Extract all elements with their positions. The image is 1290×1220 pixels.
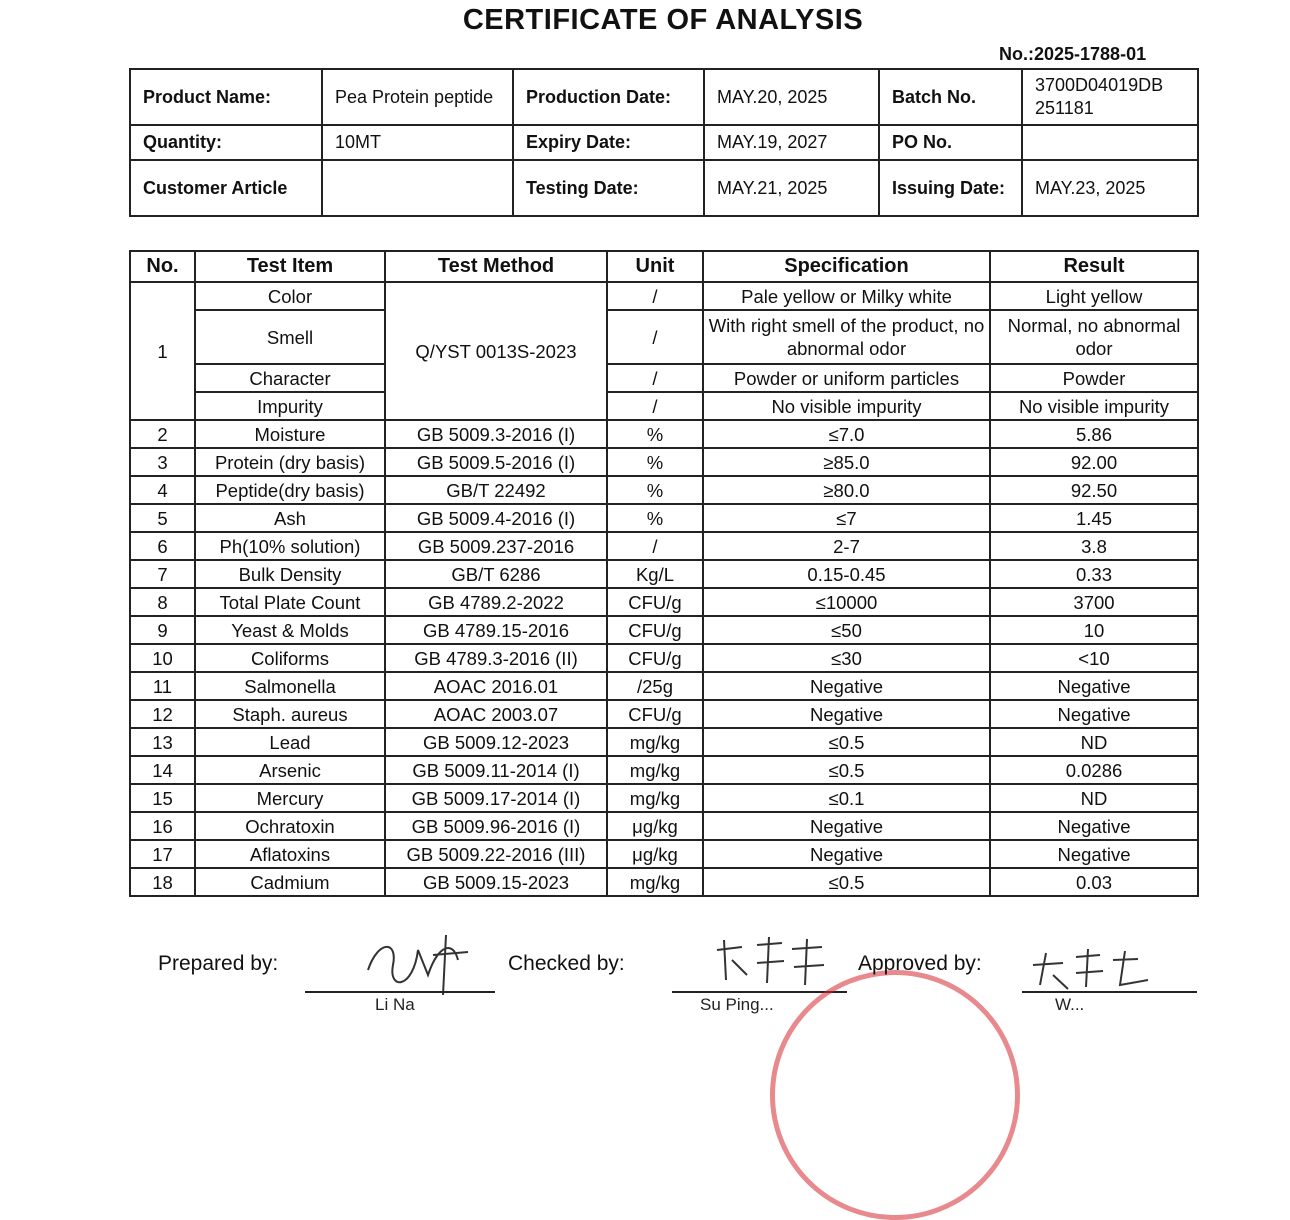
- unit: mg/kg: [607, 756, 703, 784]
- table-row: [130, 728, 1198, 756]
- test-item: Protein (dry basis): [195, 448, 385, 476]
- checked-name: Su Ping...: [700, 995, 774, 1014]
- po-no-value: [1022, 125, 1198, 160]
- table-row: [130, 840, 1198, 868]
- batch-no-value: 3700D04019DB 251181: [1022, 69, 1198, 125]
- unit: /25g: [607, 672, 703, 700]
- row-no: 8: [130, 588, 195, 616]
- specification: 0.15-0.45: [703, 560, 990, 588]
- table-row: [130, 364, 1198, 392]
- unit: μg/kg: [607, 840, 703, 868]
- specification: Negative: [703, 700, 990, 728]
- result: Negative: [990, 840, 1198, 868]
- test-method: GB 5009.15-2023: [385, 868, 607, 896]
- test-method: GB 5009.237-2016: [385, 532, 607, 560]
- col-header-test-item: Test Item: [195, 251, 385, 282]
- specification: Pale yellow or Milky white: [703, 282, 990, 310]
- unit: CFU/g: [607, 700, 703, 728]
- approved-signature: [1028, 945, 1158, 993]
- test-method: GB 5009.12-2023: [385, 728, 607, 756]
- row-no: 7: [130, 560, 195, 588]
- product-name-label: Product Name:: [130, 69, 322, 125]
- approved-signature-line: [1022, 991, 1197, 993]
- approved-by-label: Approved by:: [858, 952, 982, 975]
- unit: mg/kg: [607, 728, 703, 756]
- col-header-unit: Unit: [607, 251, 703, 282]
- info-row: [130, 125, 1198, 160]
- result: ND: [990, 784, 1198, 812]
- result: Negative: [990, 672, 1198, 700]
- test-method: AOAC 2003.07: [385, 700, 607, 728]
- test-item: Color: [195, 282, 385, 310]
- approved-name: W...: [1055, 995, 1085, 1014]
- result: No visible impurity: [990, 392, 1198, 420]
- row-no: 6: [130, 532, 195, 560]
- row-no: 12: [130, 700, 195, 728]
- result: Powder: [990, 364, 1198, 392]
- test-method: GB 4789.15-2016: [385, 616, 607, 644]
- specification: ≤0.5: [703, 728, 990, 756]
- test-item: Mercury: [195, 784, 385, 812]
- prepared-name: Li Na: [375, 995, 415, 1014]
- expiry-date-label: Expiry Date:: [513, 125, 704, 160]
- table-row: [130, 812, 1198, 840]
- test-method: GB 5009.17-2014 (I): [385, 784, 607, 812]
- po-no-label: PO No.: [879, 125, 1022, 160]
- row-no: 16: [130, 812, 195, 840]
- result: Normal, no abnormal odor: [990, 310, 1198, 364]
- table-header-row: [130, 251, 1198, 282]
- result: 0.0286: [990, 756, 1198, 784]
- unit: mg/kg: [607, 868, 703, 896]
- info-row: [130, 69, 1198, 125]
- specification: With right smell of the product, no abnormal odor: [703, 310, 990, 364]
- results-rows: [130, 420, 1198, 896]
- document-number: No.:2025-1788-01: [999, 44, 1147, 64]
- unit: CFU/g: [607, 588, 703, 616]
- testing-date-label: Testing Date:: [513, 160, 704, 216]
- unit: %: [607, 420, 703, 448]
- table-row: [130, 756, 1198, 784]
- test-method: Q/YST 0013S-2023: [385, 282, 607, 420]
- table-row: [130, 700, 1198, 728]
- document-title: CERTIFICATE OF ANALYSIS: [462, 4, 864, 36]
- test-item: Salmonella: [195, 672, 385, 700]
- prepared-by-label: Prepared by:: [158, 952, 279, 975]
- test-item: Staph. aureus: [195, 700, 385, 728]
- test-item: Moisture: [195, 420, 385, 448]
- test-method: GB 5009.4-2016 (I): [385, 504, 607, 532]
- table-row: [130, 504, 1198, 532]
- test-item: Lead: [195, 728, 385, 756]
- unit: /: [607, 532, 703, 560]
- specification: ≤7.0: [703, 420, 990, 448]
- table-row: [130, 644, 1198, 672]
- checked-by-label: Checked by:: [508, 952, 625, 975]
- test-method: GB 5009.5-2016 (I): [385, 448, 607, 476]
- checked-signature: [712, 935, 832, 990]
- table-row: [130, 672, 1198, 700]
- specification: Negative: [703, 840, 990, 868]
- table-row: [130, 560, 1198, 588]
- result: 5.86: [990, 420, 1198, 448]
- unit: mg/kg: [607, 784, 703, 812]
- product-name-value: Pea Protein peptide: [322, 69, 513, 125]
- result: 92.50: [990, 476, 1198, 504]
- result: <10: [990, 644, 1198, 672]
- specification: ≤0.5: [703, 756, 990, 784]
- issuing-date-value: MAY.23, 2025: [1022, 160, 1198, 216]
- customer-article-label: Customer Article: [130, 160, 322, 216]
- table-row: [130, 476, 1198, 504]
- result: Negative: [990, 700, 1198, 728]
- test-method: GB 4789.3-2016 (II): [385, 644, 607, 672]
- col-header-specification: Specification: [703, 251, 990, 282]
- unit: CFU/g: [607, 644, 703, 672]
- test-item: Character: [195, 364, 385, 392]
- test-item: Ochratoxin: [195, 812, 385, 840]
- table-row: [130, 310, 1198, 364]
- result: 10: [990, 616, 1198, 644]
- result: Negative: [990, 812, 1198, 840]
- specification: ≤7: [703, 504, 990, 532]
- specification: ≤10000: [703, 588, 990, 616]
- test-item: Coliforms: [195, 644, 385, 672]
- unit: μg/kg: [607, 812, 703, 840]
- specification: ≥80.0: [703, 476, 990, 504]
- row-no: 17: [130, 840, 195, 868]
- prepared-signature: [358, 930, 478, 1000]
- unit: %: [607, 448, 703, 476]
- specification: ≥85.0: [703, 448, 990, 476]
- row-no: 14: [130, 756, 195, 784]
- table-row: [130, 616, 1198, 644]
- row-no: 18: [130, 868, 195, 896]
- unit: Kg/L: [607, 560, 703, 588]
- test-method: GB 5009.96-2016 (I): [385, 812, 607, 840]
- result: 1.45: [990, 504, 1198, 532]
- table-row: [130, 282, 1198, 310]
- col-header-test-method: Test Method: [385, 251, 607, 282]
- test-item: Cadmium: [195, 868, 385, 896]
- table-row: [130, 420, 1198, 448]
- table-row: [130, 588, 1198, 616]
- result: Light yellow: [990, 282, 1198, 310]
- specification: ≤0.1: [703, 784, 990, 812]
- unit: %: [607, 504, 703, 532]
- test-item: Yeast & Molds: [195, 616, 385, 644]
- test-item: Ash: [195, 504, 385, 532]
- table-row: [130, 532, 1198, 560]
- result: 0.03: [990, 868, 1198, 896]
- unit: /: [607, 310, 703, 364]
- unit: /: [607, 364, 703, 392]
- customer-article-value: [322, 160, 513, 216]
- result: 0.33: [990, 560, 1198, 588]
- row-no: 3: [130, 448, 195, 476]
- row-no: 2: [130, 420, 195, 448]
- specification: Negative: [703, 672, 990, 700]
- row-no: 1: [130, 282, 195, 420]
- production-date-label: Production Date:: [513, 69, 704, 125]
- testing-date-value: MAY.21, 2025: [704, 160, 879, 216]
- row-no: 15: [130, 784, 195, 812]
- test-item: Bulk Density: [195, 560, 385, 588]
- specification: Powder or uniform particles: [703, 364, 990, 392]
- analysis-results-table: [129, 250, 1199, 897]
- row-no: 11: [130, 672, 195, 700]
- table-row: [130, 868, 1198, 896]
- test-item: Ph(10% solution): [195, 532, 385, 560]
- product-info-table: [129, 68, 1199, 217]
- test-method: GB 5009.3-2016 (I): [385, 420, 607, 448]
- test-item: Arsenic: [195, 756, 385, 784]
- test-item: Smell: [195, 310, 385, 364]
- test-method: GB 5009.11-2014 (I): [385, 756, 607, 784]
- row-no: 10: [130, 644, 195, 672]
- row-no: 4: [130, 476, 195, 504]
- checked-signature-line: [672, 991, 847, 993]
- col-header-no: No.: [130, 251, 195, 282]
- test-item: Aflatoxins: [195, 840, 385, 868]
- test-method: GB 4789.2-2022: [385, 588, 607, 616]
- batch-no-label: Batch No.: [879, 69, 1022, 125]
- specification: ≤0.5: [703, 868, 990, 896]
- table-row: [130, 784, 1198, 812]
- quantity-value: 10MT: [322, 125, 513, 160]
- specification: No visible impurity: [703, 392, 990, 420]
- table-row: [130, 448, 1198, 476]
- test-method: AOAC 2016.01: [385, 672, 607, 700]
- unit: %: [607, 476, 703, 504]
- prepared-signature-line: [305, 991, 495, 993]
- issuing-date-label: Issuing Date:: [879, 160, 1022, 216]
- col-header-result: Result: [990, 251, 1198, 282]
- result: ND: [990, 728, 1198, 756]
- specification: ≤30: [703, 644, 990, 672]
- test-method: GB/T 6286: [385, 560, 607, 588]
- row-no: 5: [130, 504, 195, 532]
- expiry-date-value: MAY.19, 2027: [704, 125, 879, 160]
- unit: CFU/g: [607, 616, 703, 644]
- test-method: GB 5009.22-2016 (III): [385, 840, 607, 868]
- result: 3700: [990, 588, 1198, 616]
- result: 3.8: [990, 532, 1198, 560]
- unit: /: [607, 392, 703, 420]
- specification: Negative: [703, 812, 990, 840]
- specification: ≤50: [703, 616, 990, 644]
- row-no: 9: [130, 616, 195, 644]
- table-row: [130, 392, 1198, 420]
- test-item: Total Plate Count: [195, 588, 385, 616]
- company-stamp: [770, 970, 1020, 1220]
- production-date-value: MAY.20, 2025: [704, 69, 879, 125]
- quantity-label: Quantity:: [130, 125, 322, 160]
- row-no: 13: [130, 728, 195, 756]
- specification: 2-7: [703, 532, 990, 560]
- unit: /: [607, 282, 703, 310]
- info-row: [130, 160, 1198, 216]
- test-item: Peptide(dry basis): [195, 476, 385, 504]
- result: 92.00: [990, 448, 1198, 476]
- test-method: GB/T 22492: [385, 476, 607, 504]
- test-item: Impurity: [195, 392, 385, 420]
